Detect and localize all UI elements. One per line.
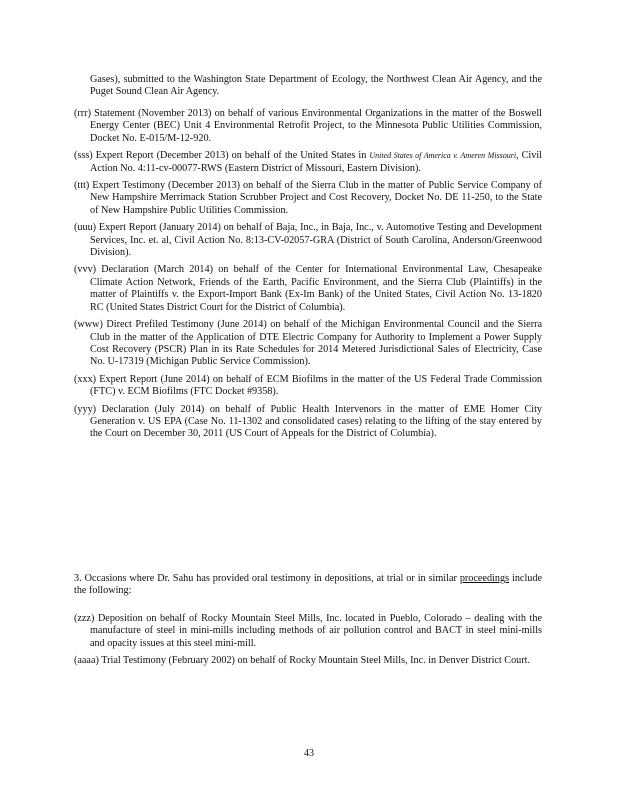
page-number: 43 (304, 748, 314, 759)
list-item: (vvv) Declaration (March 2014) on behalf of the Center for International Environmental Law, Chesapeake Climate Action Network, Friends of the Earth, Pacific Environment, and the Sierra Club (Plaintiffs) in the matter of Plaintiffs v. the Export-Import Bank (Ex-Im Bank) of the United States, Civil Action No. 13-1820 RC (United States District Court for the District of Columbia). (74, 264, 542, 313)
section-3-heading: 3. Occasions where Dr. Sahu has provided oral testimony in depositions, at trial or in similar proceedings include the following: (74, 573, 542, 597)
list-item: (yyy) Declaration (July 2014) on behalf of Public Health Intervenors in the matter of EME Homer City Generation v. US EPA (Case No. 11-1302 and consolidated cases) relating to the lifting of the stay entered by the Court on December 30, 2011 (US Court of Appeals for the District of Columbia). (74, 403, 543, 440)
list-item: (uuu) Expert Report (January 2014) on behalf of Baja, Inc., in Baja, Inc., v. Automotive Testing and Development Services, Inc. et. al, Civil Action No. 8:13-CV-02057-GRA (District of South Carolina, Anderson/Greenwood Division). (74, 222, 543, 259)
oral-testimony-list (74, 613, 542, 673)
list-item: (sss) Expert Report (December 2013) on behalf of the United States in United States of America v. Ameren Missouri, Civil Action No. 4:11-cv-00077-RWS (Eastern District of Missouri, Eastern Division). (74, 150, 542, 174)
list-item: (rrr) Statement (November 2013) on behalf of various Environmental Organizations in the matter of the Boswell Energy Center (BEC) Unit 4 Environmental Retrofit Project, to the Minnesota Public Utilities Commission, Docket No. E-015/M-12-920. (74, 108, 542, 144)
list-item: (aaaa) Trial Testimony (February 2002) on behalf of Rocky Mountain Steel Mills, Inc. in Denver District Court. (74, 655, 531, 667)
list-item: (www) Direct Prefiled Testimony (June 2014) on behalf of the Michigan Environmental Council and the Sierra Club in the matter of the Application of DTE Electric Company for Authority to Implement a Power Supply Cost Recovery (PSCR) Plan in its Rate Schedules for 2014 Metered Jurisdictional Sales of Electricity, Case No. U-17319 (Michigan Public Service Commission). (74, 319, 543, 368)
list-item: (ttt) Expert Testimony (December 2013) on behalf of the Sierra Club in the matter of Public Service Company of New Hampshire Merrimack Station Scrubber Project and Cost Recovery, Docket No. DE 11-250, to the State of New Hampshire Public Utilities Commission. (74, 180, 543, 216)
testimony-list (74, 108, 542, 446)
continuation-paragraph: Gases), submitted to the Washington State Department of Ecology, the Northwest Clean Air Agency, and the Puget Sound Clean Air Agency. (90, 74, 542, 98)
list-item: (xxx) Expert Report (June 2014) on behalf of ECM Biofilms in the matter of the US Federal Trade Commission (FTC) v. ECM Biofilms (FTC Docket #9358). (74, 373, 543, 398)
list-item: (zzz) Deposition on behalf of Rocky Mountain Steel Mills, Inc. located in Pueblo, Colorado – dealing with the manufacture of steel in mini-mills including methods of air pollution control and BACT in steel mini-mills and opacity issues at this steel mini-mill. (74, 613, 543, 649)
